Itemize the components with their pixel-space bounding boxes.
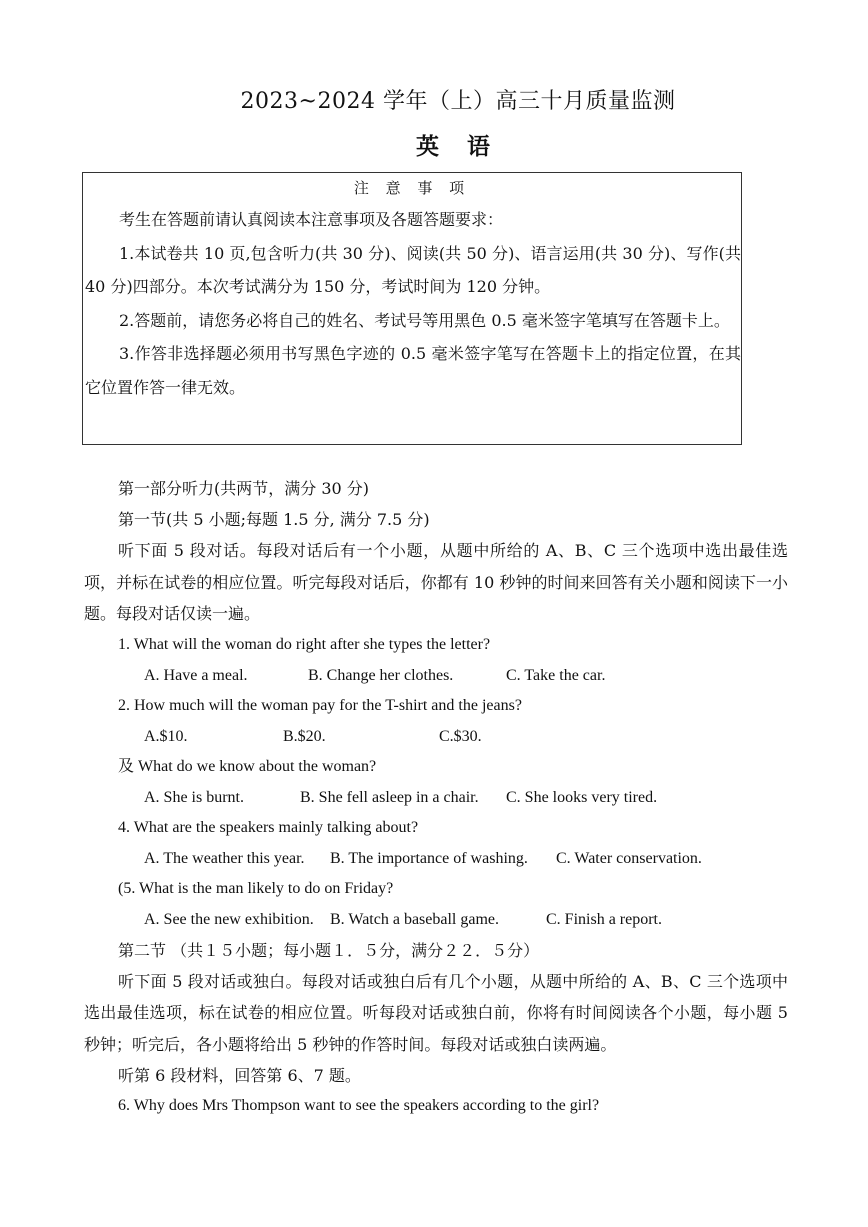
option-a: A.$10.	[144, 727, 188, 745]
notice-heading: 注 意 事 项	[353, 179, 471, 197]
notice-body	[85, 203, 741, 404]
option-c: C. Water conservation.	[556, 849, 702, 867]
option-a: A. The weather this year.	[144, 849, 305, 867]
option-c: C. Finish a report.	[546, 910, 662, 928]
option-c: C. Take the car.	[506, 666, 606, 684]
subject-title: 英 语	[415, 133, 500, 160]
question-block-1	[84, 630, 788, 691]
section2-instructions: 听下面 5 段对话或独白。每段对话或独白后有几个小题，从题中所给的 A、B、C 三个选项中选出最佳选项，标在试卷的相应位置。听每段对话或独白前，你将有时间阅读各个小题，每小题 5 秒钟；听完后，各小题将给出 5 秒钟的作答时间。每段对话或独白读两遍。	[84, 971, 788, 1054]
notice-item-2: 2.答题前，请您务必将自己的姓名、考试号等用黑色 0.5 毫米签字笔填写在答题卡上。	[119, 310, 730, 330]
option-b: B. The importance of washing.	[330, 849, 528, 867]
option-b: B. She fell asleep in a chair.	[300, 788, 479, 806]
notice-item-1: 1.本试卷共 10 页,包含听力(共 30 分)、阅读(共 50 分)、语言运用(共 30 分)、写作(共 40 分)四部分。本次考试满分为 150 分，考试时间为 120 分钟。	[85, 243, 741, 296]
section1-heading: 第一节(共 5 小题;每题 1.5 分, 满分 7.5 分)	[118, 510, 430, 529]
question-stem: 4. What are the speakers mainly talking about?	[118, 818, 419, 836]
question-options	[84, 782, 788, 813]
question-options	[84, 843, 788, 874]
question-options	[84, 721, 788, 752]
question-options	[84, 660, 788, 691]
question-stem: 1. What will the woman do right after she types the letter?	[118, 635, 491, 653]
section2-heading: 第二节 （共１５小题；每小题１．５分，满分２２．５分）	[118, 940, 540, 960]
option-a: A. She is burnt.	[144, 788, 244, 806]
question-block-3	[84, 752, 788, 813]
notice-box	[82, 172, 742, 445]
option-a: A. See the new exhibition.	[144, 910, 314, 928]
option-b: B.$20.	[283, 727, 326, 745]
question-options	[84, 904, 788, 935]
question-stem-6: 6. Why does Mrs Thompson want to see the speakers according to the girl?	[118, 1097, 600, 1114]
notice-item-3: 3.作答非选择题必须用书写黑色字迹的 0.5 毫米签字笔写在答题卡上的指定位置，在其它位置作答一律无效。	[85, 344, 741, 397]
option-a: A. Have a meal.	[144, 666, 248, 684]
question-block-2	[84, 691, 788, 752]
question-stem: (5. What is the man likely to do on Friday?	[118, 879, 394, 897]
question-block-5	[84, 874, 788, 935]
notice-intro: 考生在答题前请认真阅读本注意事项及各题答题要求：	[119, 210, 504, 229]
option-c: C.$30.	[439, 727, 482, 745]
part1-heading: 第一部分听力(共两节，满分 30 分)	[118, 479, 370, 498]
option-b: B. Change her clothes.	[308, 666, 454, 684]
exam-title: 2023~2024 学年（上）高三十月质量监测	[240, 89, 676, 114]
question-stem: 及 What do we know about the woman?	[118, 757, 377, 775]
section1-instructions: 听下面 5 段对话。每段对话后有一个小题，从题中所给的 A、B、C 三个选项中选出最佳选项，并标在试卷的相应位置。听完每段对话后，你都有 10 秒钟的时间来回答有关小题和阅读下一小题。每段对话仅读一遍。	[84, 541, 788, 623]
option-c: C. She looks very tired.	[506, 788, 658, 806]
option-b: B. Watch a baseball game.	[330, 910, 500, 928]
question-stem: 2. How much will the woman pay for the T-shirt and the jeans?	[118, 696, 522, 714]
question-block-4	[84, 813, 788, 874]
listening-part	[84, 473, 788, 1121]
material6-instruction: 听第 6 段材料，回答第 6、7 题。	[118, 1066, 361, 1085]
